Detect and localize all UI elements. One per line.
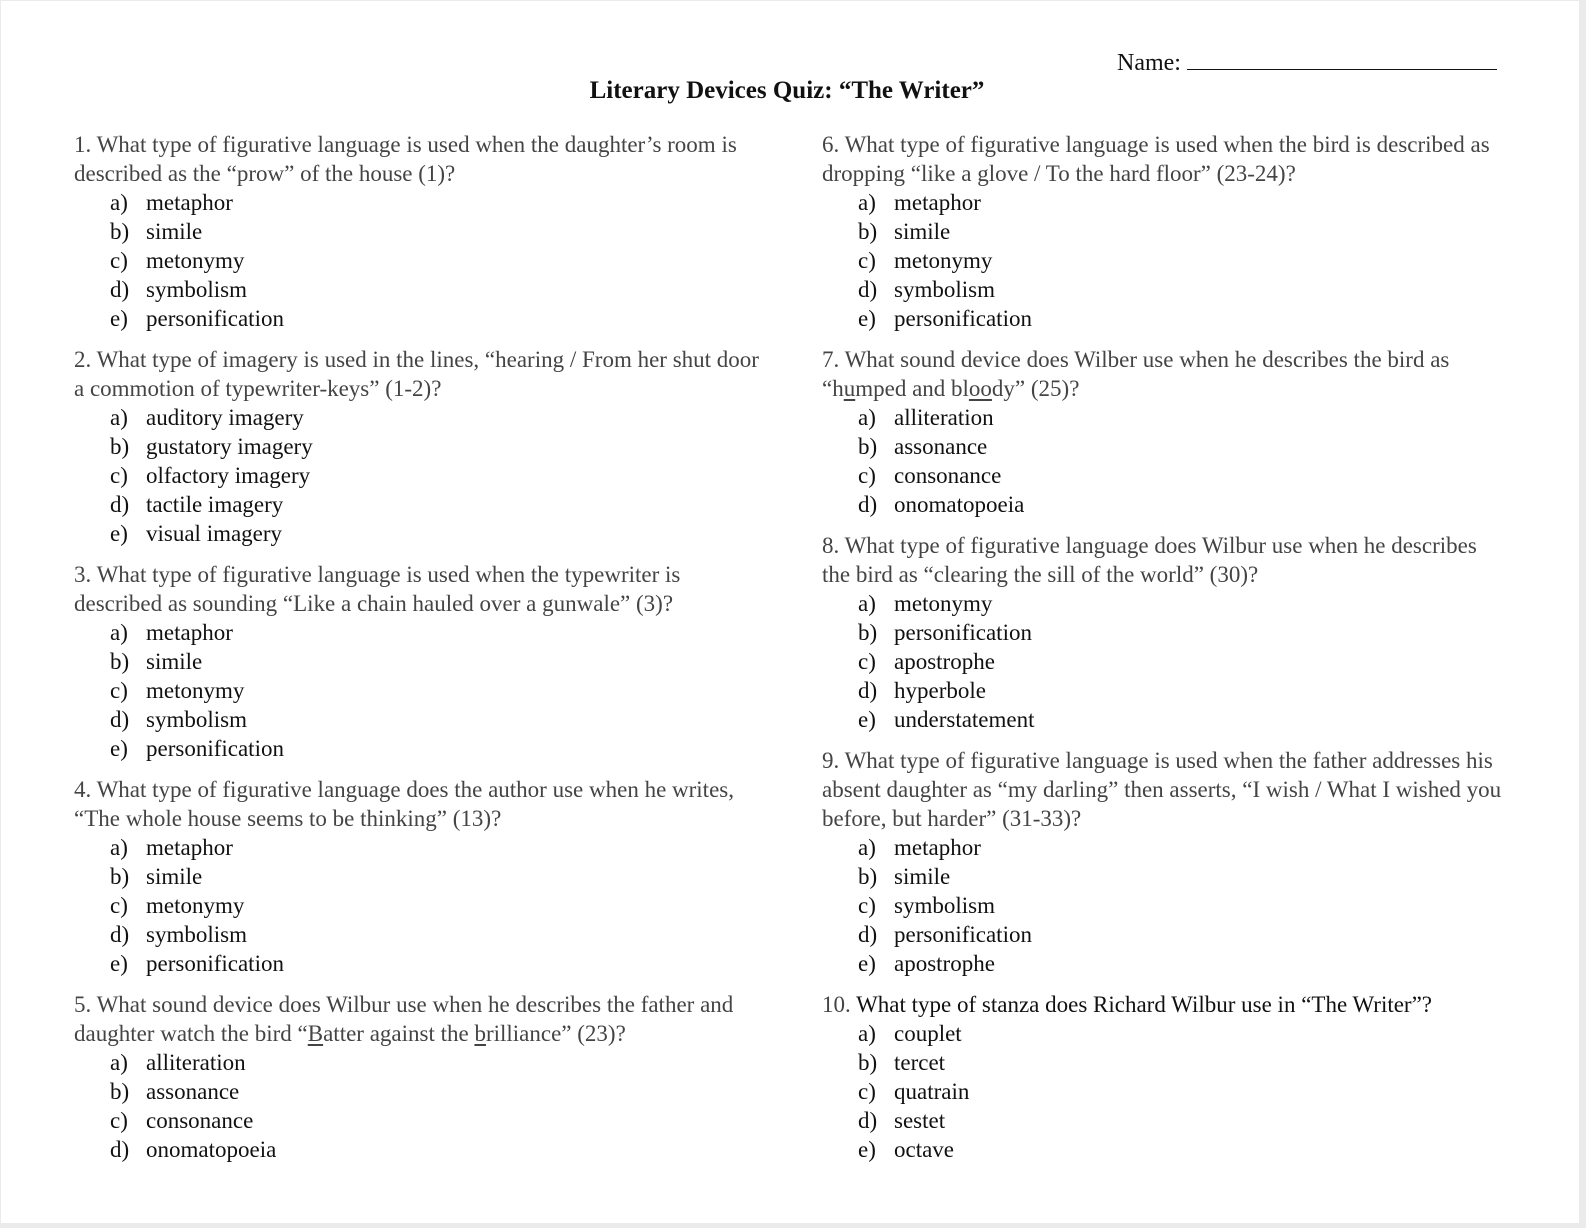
answer-option[interactable]: e) personification: [110, 306, 284, 331]
underlined-sound: u: [843, 376, 856, 401]
question-2: [74, 345, 764, 548]
answer-options: [74, 1048, 764, 1164]
answer-option[interactable]: e) understatement: [858, 707, 1035, 732]
answer-option[interactable]: c) metonymy: [110, 678, 245, 703]
answer-option[interactable]: b) simile: [858, 219, 951, 244]
answer-option[interactable]: e) personification: [858, 306, 1032, 331]
answer-option[interactable]: d) symbolism: [110, 922, 247, 947]
answer-option[interactable]: e) personification: [110, 736, 284, 761]
answer-option[interactable]: b) simile: [110, 219, 203, 244]
answer-option[interactable]: d) tactile imagery: [110, 492, 284, 517]
answer-option[interactable]: e) octave: [858, 1137, 955, 1162]
quiz-page: [1, 1, 1579, 1223]
question-5: [74, 990, 764, 1164]
answer-option[interactable]: a) metonymy: [858, 591, 993, 616]
question-4: [74, 775, 764, 978]
answer-options: [822, 833, 1502, 978]
answer-options: [74, 833, 764, 978]
answer-option[interactable]: e) apostrophe: [858, 951, 995, 976]
answer-option[interactable]: b) simile: [858, 864, 951, 889]
answer-option[interactable]: c) quatrain: [858, 1079, 970, 1104]
name-field[interactable]: [1117, 47, 1497, 77]
answer-option[interactable]: a) metaphor: [110, 620, 233, 645]
question-stem: 7. What sound device does Wilber use when he describes the bird as “humped and bloody” (25)?: [822, 347, 1450, 401]
answer-option[interactable]: b) simile: [110, 649, 203, 674]
question-6: [822, 130, 1502, 333]
answer-option[interactable]: b) personification: [858, 620, 1032, 645]
answer-option[interactable]: c) consonance: [110, 1108, 254, 1133]
answer-option[interactable]: c) symbolism: [858, 893, 995, 918]
answer-option[interactable]: a) metaphor: [858, 835, 981, 860]
answer-option[interactable]: a) metaphor: [858, 190, 981, 215]
question-stem: 5. What sound device does Wilbur use when he describes the father and daughter watch the bird “Batter against the brilliance” (23)?: [74, 992, 734, 1046]
question-8: [822, 531, 1502, 734]
question-stem: 9. What type of figurative language is used when the father addresses his absent daughter as “my darling” then asserts, “I wish / What I wished you before, but harder” (31-33)?: [822, 748, 1502, 831]
answer-option[interactable]: c) consonance: [858, 463, 1002, 488]
answer-option[interactable]: a) alliteration: [110, 1050, 246, 1075]
underlined-sound: B: [307, 1021, 324, 1046]
answer-option[interactable]: b) assonance: [110, 1079, 240, 1104]
answer-option[interactable]: a) metaphor: [110, 190, 233, 215]
answer-option[interactable]: d) onomatopoeia: [858, 492, 1025, 517]
question-stem: 2. What type of imagery is used in the lines, “hearing / From her shut door a commotion of typewriter-keys” (1-2)?: [74, 347, 759, 401]
answer-option[interactable]: c) metonymy: [858, 248, 993, 273]
answer-options: [74, 403, 764, 548]
answer-options: [74, 188, 764, 333]
answer-option[interactable]: a) alliteration: [858, 405, 994, 430]
answer-option[interactable]: b) gustatory imagery: [110, 434, 313, 459]
left-column: [74, 130, 764, 1176]
question-10: [822, 990, 1502, 1164]
answer-option[interactable]: d) personification: [858, 922, 1032, 947]
question-stem: 3. What type of figurative language is used when the typewriter is described as sounding “Like a chain hauled over a gunwale” (3)?: [74, 562, 681, 616]
answer-options: [822, 1019, 1502, 1164]
question-3: [74, 560, 764, 763]
answer-option[interactable]: b) tercet: [858, 1050, 946, 1075]
answer-options: [822, 188, 1502, 333]
answer-option[interactable]: a) metaphor: [110, 835, 233, 860]
question-stem: 8. What type of figurative language does Wilbur use when he describes the bird as “clearing the sill of the world” (30)?: [822, 533, 1477, 587]
answer-options: [74, 618, 764, 763]
question-stem: 10. What type of stanza does Richard Wilbur use in “The Writer”?: [822, 992, 1433, 1017]
underlined-sound: b: [474, 1021, 486, 1046]
question-stem: 1. What type of figurative language is used when the daughter’s room is described as the “prow” of the house (1)?: [74, 132, 737, 186]
answer-options: [822, 403, 1502, 519]
page-title: Literary Devices Quiz: “The Writer”: [589, 77, 985, 104]
answer-option[interactable]: d) symbolism: [110, 707, 247, 732]
name-blank-line[interactable]: [1187, 47, 1497, 70]
answer-option[interactable]: c) apostrophe: [858, 649, 995, 674]
question-1: [74, 130, 764, 333]
answer-option[interactable]: d) sestet: [858, 1108, 946, 1133]
question-stem: 4. What type of figurative language does the author use when he writes, “The whole house seems to be thinking” (13)?: [74, 777, 734, 831]
answer-option[interactable]: d) onomatopoeia: [110, 1137, 277, 1162]
answer-option[interactable]: a) couplet: [858, 1021, 962, 1046]
answer-option[interactable]: a) auditory imagery: [110, 405, 304, 430]
answer-option[interactable]: b) assonance: [858, 434, 988, 459]
answer-option[interactable]: c) metonymy: [110, 893, 245, 918]
question-9: [822, 746, 1502, 978]
answer-option[interactable]: e) personification: [110, 951, 284, 976]
underlined-sound: oo: [968, 376, 992, 401]
answer-option[interactable]: b) simile: [110, 864, 203, 889]
answer-options: [822, 589, 1502, 734]
answer-option[interactable]: e) visual imagery: [110, 521, 283, 546]
name-label: Name:: [1117, 50, 1181, 76]
question-stem: 6. What type of figurative language is used when the bird is described as dropping “like a glove / To the hard floor” (23-24)?: [822, 132, 1490, 186]
answer-option[interactable]: c) olfactory imagery: [110, 463, 311, 488]
question-7: [822, 345, 1502, 519]
answer-option[interactable]: d) hyperbole: [858, 678, 986, 703]
answer-option[interactable]: d) symbolism: [858, 277, 995, 302]
right-column: [822, 130, 1502, 1176]
answer-option[interactable]: d) symbolism: [110, 277, 247, 302]
answer-option[interactable]: c) metonymy: [110, 248, 245, 273]
